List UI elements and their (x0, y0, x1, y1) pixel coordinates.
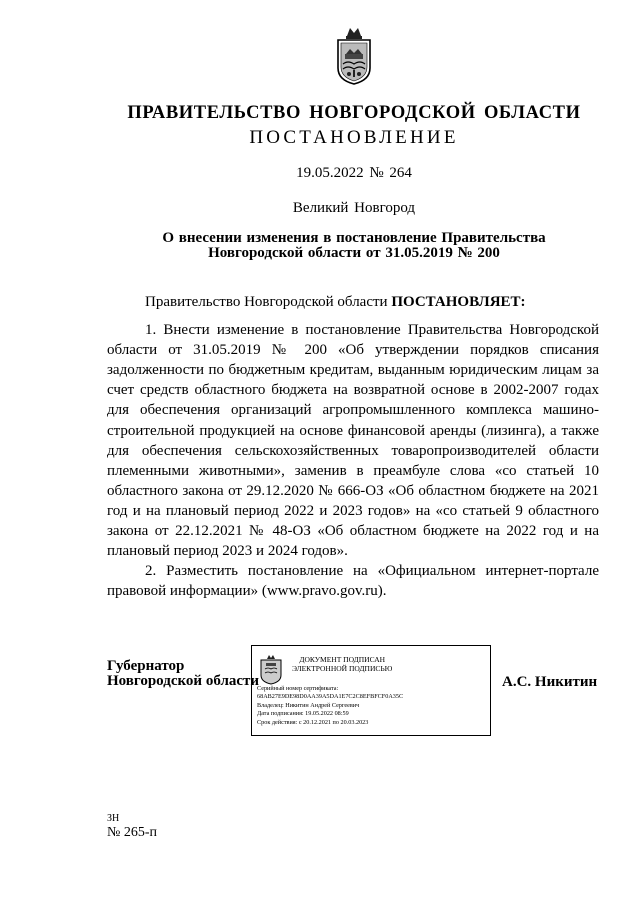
esign-title-line-2: ЭЛЕКТРОННОЙ ПОДПИСЬЮ (292, 664, 393, 673)
city: Великий Новгород (292, 200, 416, 216)
document-type: ПОСТАНОВЛЕНИЕ (249, 127, 459, 148)
document-body (107, 292, 599, 601)
esign-title (292, 655, 392, 673)
coat-of-arms-small-icon (258, 653, 284, 685)
cert-serial: 68AB27E9DE98D0AA39A5DA1E7C2C8EFBFCF0A35C (257, 693, 404, 701)
signatory-name: А.С. Никитин (502, 674, 598, 690)
cert-validity: Срок действия: с 20.12.2021 по 20.03.2023 (257, 718, 369, 726)
subject-line-1: О внесении изменения в постановление Правительства (162, 230, 546, 246)
role-line-2: Новгородской области (107, 673, 260, 689)
resolution-intro (107, 292, 599, 312)
resolution-item-1: 1. Внести изменение в постановление Правительства Новгородской области от 31.05.2019 № 200 «Об утверждении порядков списания задолженности по бюджетным кредитам, выданным юридическим лицам за счет средств областного бюджета на возвратной основе в 2002-2007 годах для обеспечения организаций агропромышленного комплекса машино-строительной продукцией на основе финансовой аренды (лизинга), а также для обеспечения сельскохозяйственных товаропроизводителей области племенными животными», заменив в преамбуле слова «со статьей 10 областного закона от 29.12.2020 № 666-ОЗ «Об областном бюджете на 2021 год и на плановый период 2022 и 2023 годов» на «со статьей 9 областного закона от 22.12.2021 № 48-ОЗ «Об областном бюджете на 2022 год и на плановый период 2023 и 2024 годов». (107, 322, 599, 560)
cert-owner: Владелец: Никитин Андрей Сергеевич (257, 701, 360, 709)
reference-number: № 265-п (107, 825, 158, 840)
esign-title-line-1: ДОКУМЕНТ ПОДПИСАН (299, 655, 386, 664)
esign-details (257, 685, 403, 727)
document-footer (107, 812, 157, 840)
electronic-signature-stamp (251, 645, 491, 736)
intro-keyword: ПОСТАНОВЛЯЕТ: (391, 294, 526, 310)
signed-date: Дата подписания: 19.05.2022 08:59 (257, 710, 349, 718)
intro-text: Правительство Новгородской области (145, 294, 392, 310)
coat-of-arms-icon (333, 24, 375, 86)
document-subject (0, 231, 635, 261)
executor-initials: ЗН (107, 813, 120, 824)
date-and-number: 19.05.2022 № 264 (296, 165, 412, 181)
signatory-role (107, 659, 259, 689)
cert-label: Серийный номер сертификата: (257, 685, 339, 692)
role-line-1: Губернатор (107, 658, 185, 674)
subject-line-2: Новгородской области от 31.05.2019 № 200 (208, 245, 500, 261)
resolution-item-2: 2. Разместить постановление на «Официальном интернет-портале правовой информации» (www.pravo.gov.ru). (107, 563, 599, 600)
authority-title: ПРАВИТЕЛЬСТВО НОВГОРОДСКОЙ ОБЛАСТИ (127, 103, 581, 123)
